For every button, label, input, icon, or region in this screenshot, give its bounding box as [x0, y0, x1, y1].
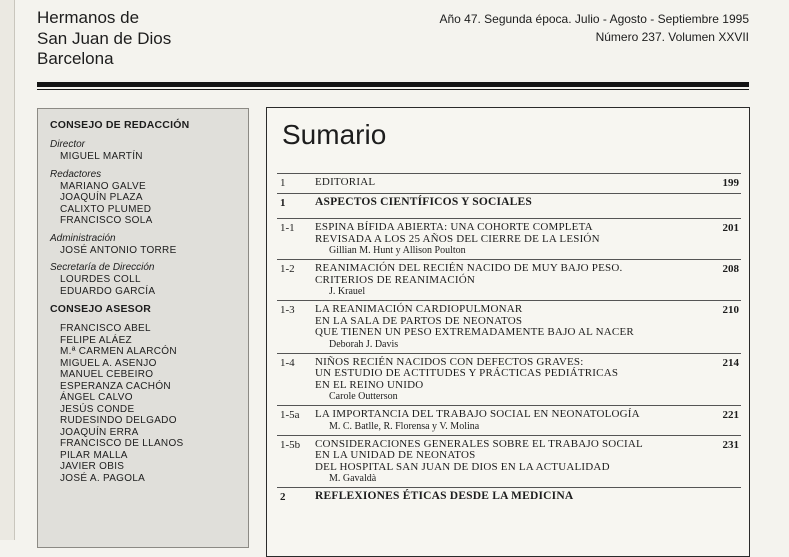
consejo-asesor-heading: CONSEJO ASESOR — [50, 303, 152, 315]
entry-number: 1-3 — [280, 304, 295, 316]
board-roles — [50, 139, 248, 297]
advisor-name: FRANCISCO ABEL — [60, 323, 151, 334]
publisher-line: San Juan de Dios — [37, 28, 172, 48]
contents-article-row[interactable] — [277, 300, 741, 353]
table-of-contents — [266, 107, 750, 557]
board-member-name: CALIXTO PLUMED — [60, 203, 152, 215]
entry-page-number: 210 — [722, 304, 739, 316]
contents-section-row[interactable] — [277, 193, 741, 219]
advisor-name: M.ª CARMEN ALARCÓN — [60, 346, 177, 357]
board-role-title: Administración — [50, 232, 116, 244]
contents-article-row[interactable] — [277, 259, 741, 300]
entry-author: J. Krauel — [329, 286, 366, 297]
entry-title: REFLEXIONES ÉTICAS DESDE LA MEDICINA — [315, 490, 574, 502]
entry-title: NIÑOS RECIÉN NACIDOS CON DEFECTOS GRAVES: UN ESTUDIO DE ACTITUDES Y PRÁCTICAS PEDIÁTRICAS EN EL REINO UNIDO — [315, 355, 619, 391]
entry-page-number: 214 — [722, 356, 739, 369]
board-member-name: EDUARDO GARCÍA — [60, 285, 156, 297]
board-role-title: Secretaría de Dirección — [50, 262, 155, 273]
issue-number: Número 237. Volumen XXVII — [595, 30, 749, 44]
entry-page-number: 199 — [722, 177, 739, 189]
entry-author: Gillian M. Hunt y Allison Poulton — [329, 245, 466, 256]
entry-number: 1-4 — [280, 356, 295, 369]
board-member-name: FRANCISCO SOLA — [60, 215, 153, 226]
board-member-name: MIGUEL MARTÍN — [60, 151, 143, 162]
entry-number: 1-5b — [280, 438, 301, 451]
entry-page-number: 231 — [722, 438, 739, 451]
advisor-name: RUDESINDO DELGADO — [60, 415, 177, 426]
contents-article-row[interactable] — [277, 405, 741, 435]
publisher-line: Barcelona — [37, 49, 114, 68]
entry-title: ASPECTOS CIENTÍFICOS Y SOCIALES — [315, 195, 532, 208]
contents-article-row[interactable] — [277, 435, 741, 488]
entry-title: REANIMACIÓN DEL RECIÉN NACIDO DE MUY BAJO PESO. CRITERIOS DE REANIMACIÓN — [315, 262, 623, 286]
entry-number: 1-1 — [280, 222, 295, 234]
advisor-name: JOAQUÍN ERRA — [60, 426, 139, 438]
contents-article-row[interactable] — [277, 218, 741, 259]
board-member-name: JOSÉ ANTONIO TORRE — [60, 244, 177, 256]
advisor-name: ÁNGEL CALVO — [60, 392, 133, 403]
board-role-names — [60, 274, 248, 297]
entry-number: 2 — [280, 491, 286, 503]
advisor-name: MANUEL CEBEIRO — [60, 369, 154, 380]
board-role-names — [60, 245, 248, 257]
contents-section-row[interactable] — [277, 487, 741, 513]
contents-article-row[interactable] — [277, 353, 741, 406]
editorial-board — [37, 108, 249, 548]
entry-number: 1-2 — [280, 263, 295, 275]
page-edge — [0, 0, 15, 540]
advisor-name: FELIPE ALÁEZ — [60, 334, 132, 346]
advisor-name: PILAR MALLA — [60, 449, 128, 461]
advisor-name: MIGUEL A. ASENJO — [60, 357, 157, 369]
entry-author: M. C. Batlle, R. Florensa y V. Molina — [329, 420, 480, 432]
board-member-name: JOAQUÍN PLAZA — [60, 192, 143, 203]
header-rule-thin — [37, 89, 749, 90]
entry-author: M. Gavaldà — [329, 473, 377, 484]
board-role-names — [60, 151, 248, 163]
contents-list — [277, 173, 741, 513]
board-role-title: Redactores — [50, 168, 102, 180]
entry-author: Deborah J. Davis — [329, 338, 399, 350]
board-role-title: Director — [50, 139, 86, 150]
board-member-name: MARIANO GALVE — [60, 180, 146, 192]
entry-title: LA REANIMACIÓN CARDIOPULMONAR EN LA SALA DE PARTOS DE NEONATOS QUE TIENEN UN PESO EXTREMADAMENTE BAJO AL NACER — [315, 303, 634, 338]
entry-title: ESPINA BÍFIDA ABIERTA: UNA COHORTE COMPLETA REVISADA A LOS 25 AÑOS DEL CIERRE DE LA LESIÓN — [315, 221, 600, 245]
entry-title: EDITORIAL — [315, 176, 376, 188]
page-title: Sumario — [282, 119, 387, 150]
issue-info — [439, 10, 749, 46]
advisory-names — [60, 323, 248, 484]
board-member-name: LOURDES COLL — [60, 274, 141, 285]
consejo-redaccion-heading: CONSEJO DE REDACCIÓN — [50, 119, 190, 131]
entry-number: 1 — [280, 177, 286, 189]
issue-date: Año 47. Segunda época. Julio - Agosto - Septiembre 1995 — [439, 12, 749, 26]
entry-number: 1 — [280, 196, 286, 209]
contents-article-row[interactable] — [277, 173, 741, 193]
entry-title: CONSIDERACIONES GENERALES SOBRE EL TRABAJO SOCIAL EN LA UNIDAD DE NEONATOS DEL HOSPITAL SAN JUAN DE DIOS EN LA ACTUALIDAD — [315, 437, 643, 473]
entry-title: LA IMPORTANCIA DEL TRABAJO SOCIAL EN NEONATOLOGÍA — [315, 408, 640, 420]
header-rule-thick — [37, 82, 749, 87]
advisor-name: ESPERANZA CACHÓN — [60, 380, 171, 392]
entry-number: 1-5a — [280, 409, 300, 421]
board-role-names — [60, 181, 248, 227]
entry-page-number: 201 — [722, 222, 739, 234]
advisor-name: FRANCISCO DE LLANOS — [60, 438, 184, 449]
advisor-name: JESÚS CONDE — [60, 403, 135, 415]
advisor-name: JAVIER OBIS — [60, 461, 125, 472]
advisor-name: JOSÉ A. PAGOLA — [60, 472, 146, 484]
publisher-name — [37, 8, 171, 70]
publisher-line: Hermanos de — [37, 8, 140, 27]
entry-page-number: 208 — [722, 263, 739, 275]
entry-page-number: 221 — [722, 409, 739, 421]
entry-author: Carole Outterson — [329, 391, 398, 402]
